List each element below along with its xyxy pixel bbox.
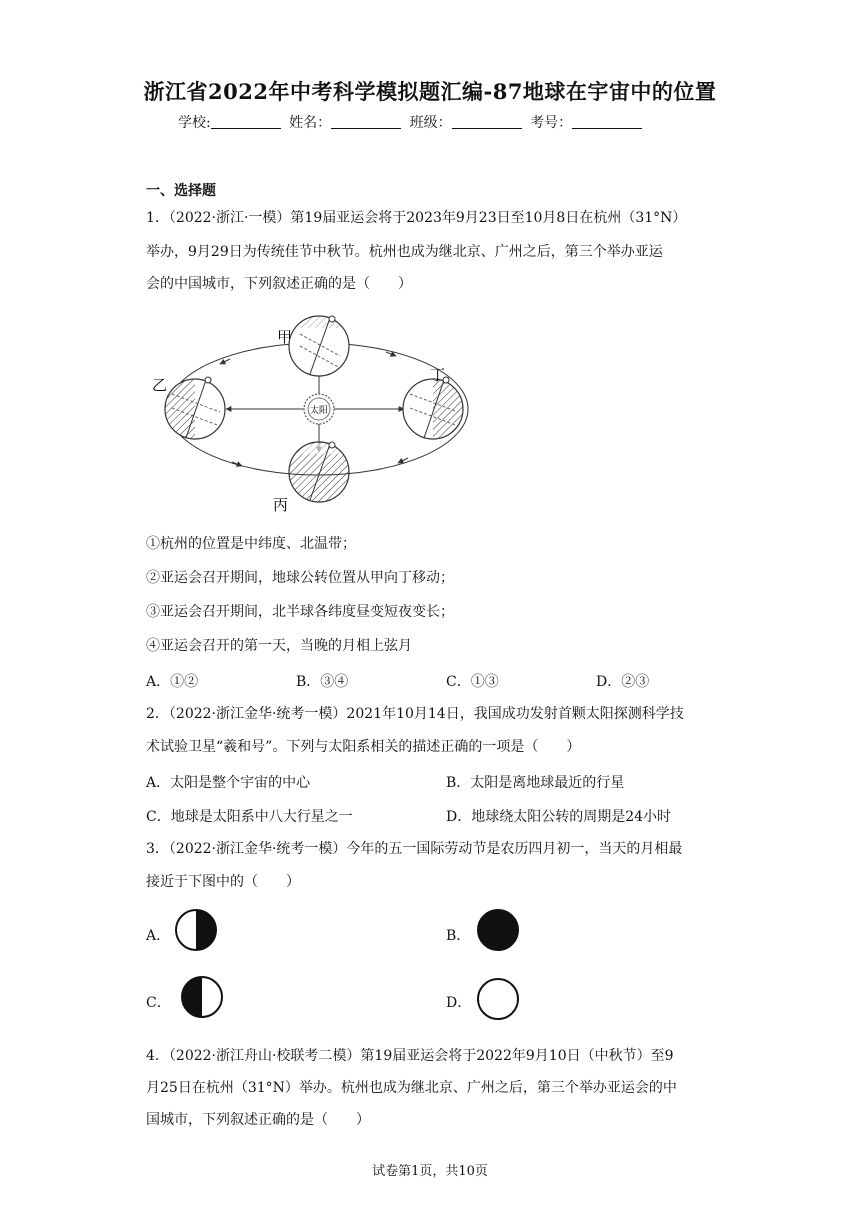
moon-phase-b-icon	[474, 906, 522, 954]
orbit-arrow-2	[386, 352, 396, 356]
q4-line-3: 国城市，下列叙述正确的是（ ）	[146, 1112, 370, 1128]
q2-option-b: B．太阳是离地球最近的行星	[446, 775, 625, 791]
q1-statement-1: ①杭州的位置是中纬度、北温带；	[146, 536, 356, 552]
moon-phase-d-icon	[474, 975, 522, 1023]
earth-jia	[289, 316, 349, 376]
q1-option-a: A．①②	[146, 674, 199, 690]
q4-line-1: 4．（2022·浙江舟山·校联考二模）第19届亚运会将于2022年9月10日（中秋节）至9	[146, 1048, 674, 1064]
earth-bing	[289, 442, 349, 502]
q2-option-d: D．地球绕太阳公转的周期是24小时	[446, 809, 672, 825]
q1-statement-3: ③亚运会召开期间，北半球各纬度昼变短夜变长；	[146, 604, 454, 620]
q2-option-c: C．地球是太阳系中八大行星之一	[146, 809, 353, 825]
q2-option-a: A．太阳是整个宇宙的中心	[146, 775, 311, 791]
label-ding: 丁	[430, 366, 446, 384]
school-label: 学校:	[178, 115, 211, 131]
q3-option-a: A．	[146, 928, 171, 944]
q2-line-1: 2．（2022·浙江金华·统考一模）2021年10月14日，我国成功发射首颗太阳探测科学技	[146, 706, 684, 722]
moon-phase-c-icon	[178, 973, 226, 1021]
name-blank	[331, 114, 401, 129]
q1-statement-2: ②亚运会召开期间，地球公转位置从甲向丁移动；	[146, 570, 454, 586]
q3-option-b: B．	[446, 928, 471, 944]
name-label: 姓名：	[289, 115, 332, 131]
q1-line-1: 1．（2022·浙江·一模）第19届亚运会将于2023年9月23日至10月8日在杭州（31°N）	[146, 210, 687, 226]
student-info	[178, 112, 646, 132]
earth-ding	[403, 377, 463, 439]
earth-orbit-diagram	[140, 312, 480, 522]
moon-phase-a-icon	[172, 906, 220, 954]
q1-line-3: 会的中国城市，下列叙述正确的是（ ）	[146, 276, 412, 292]
orbit-arrow-1	[220, 359, 230, 364]
q1-line-2: 举办，9月29日为传统佳节中秋节。杭州也成为继北京、广州之后，第三个举办亚运	[146, 244, 663, 260]
q3-line-1: 3．（2022·浙江金华·统考一模）今年的五一国际劳动节是农历四月初一，当天的月相最	[146, 841, 683, 857]
class-blank	[452, 114, 522, 129]
q1-option-b: B．③④	[296, 674, 349, 690]
q1-option-d: D．②③	[596, 674, 650, 690]
exam-number-blank	[572, 114, 642, 129]
exam-number-label: 考号：	[530, 115, 573, 131]
page-footer: 试卷第1页，共10页	[372, 1164, 488, 1179]
q4-line-2: 月25日在杭州（31°N）举办。杭州也成为继北京、广州之后，第三个举办亚运会的中	[146, 1080, 677, 1096]
earth-yi	[165, 377, 225, 439]
section-heading: 一、选择题	[146, 183, 216, 199]
q3-line-2: 接近于下图中的（ ）	[146, 874, 300, 890]
class-label: 班级：	[409, 115, 452, 131]
label-jia: 甲	[277, 328, 293, 346]
label-yi: 乙	[152, 376, 168, 394]
q3-option-c: C．	[146, 995, 171, 1011]
page-title: 浙江省2022年中考科学模拟题汇编-87地球在宇宙中的位置	[143, 79, 717, 104]
school-blank	[211, 114, 281, 129]
q3-option-d: D．	[446, 995, 472, 1011]
label-bing: 丙	[273, 496, 289, 514]
q1-option-c: C．①③	[446, 674, 499, 690]
q1-statement-4: ④亚运会召开的第一天，当晚的月相上弦月	[146, 638, 412, 654]
sun-label: 太阳	[309, 406, 329, 416]
q2-line-2: 术试验卫星“羲和号”。下列与太阳系相关的描述正确的一项是（ ）	[146, 739, 581, 755]
